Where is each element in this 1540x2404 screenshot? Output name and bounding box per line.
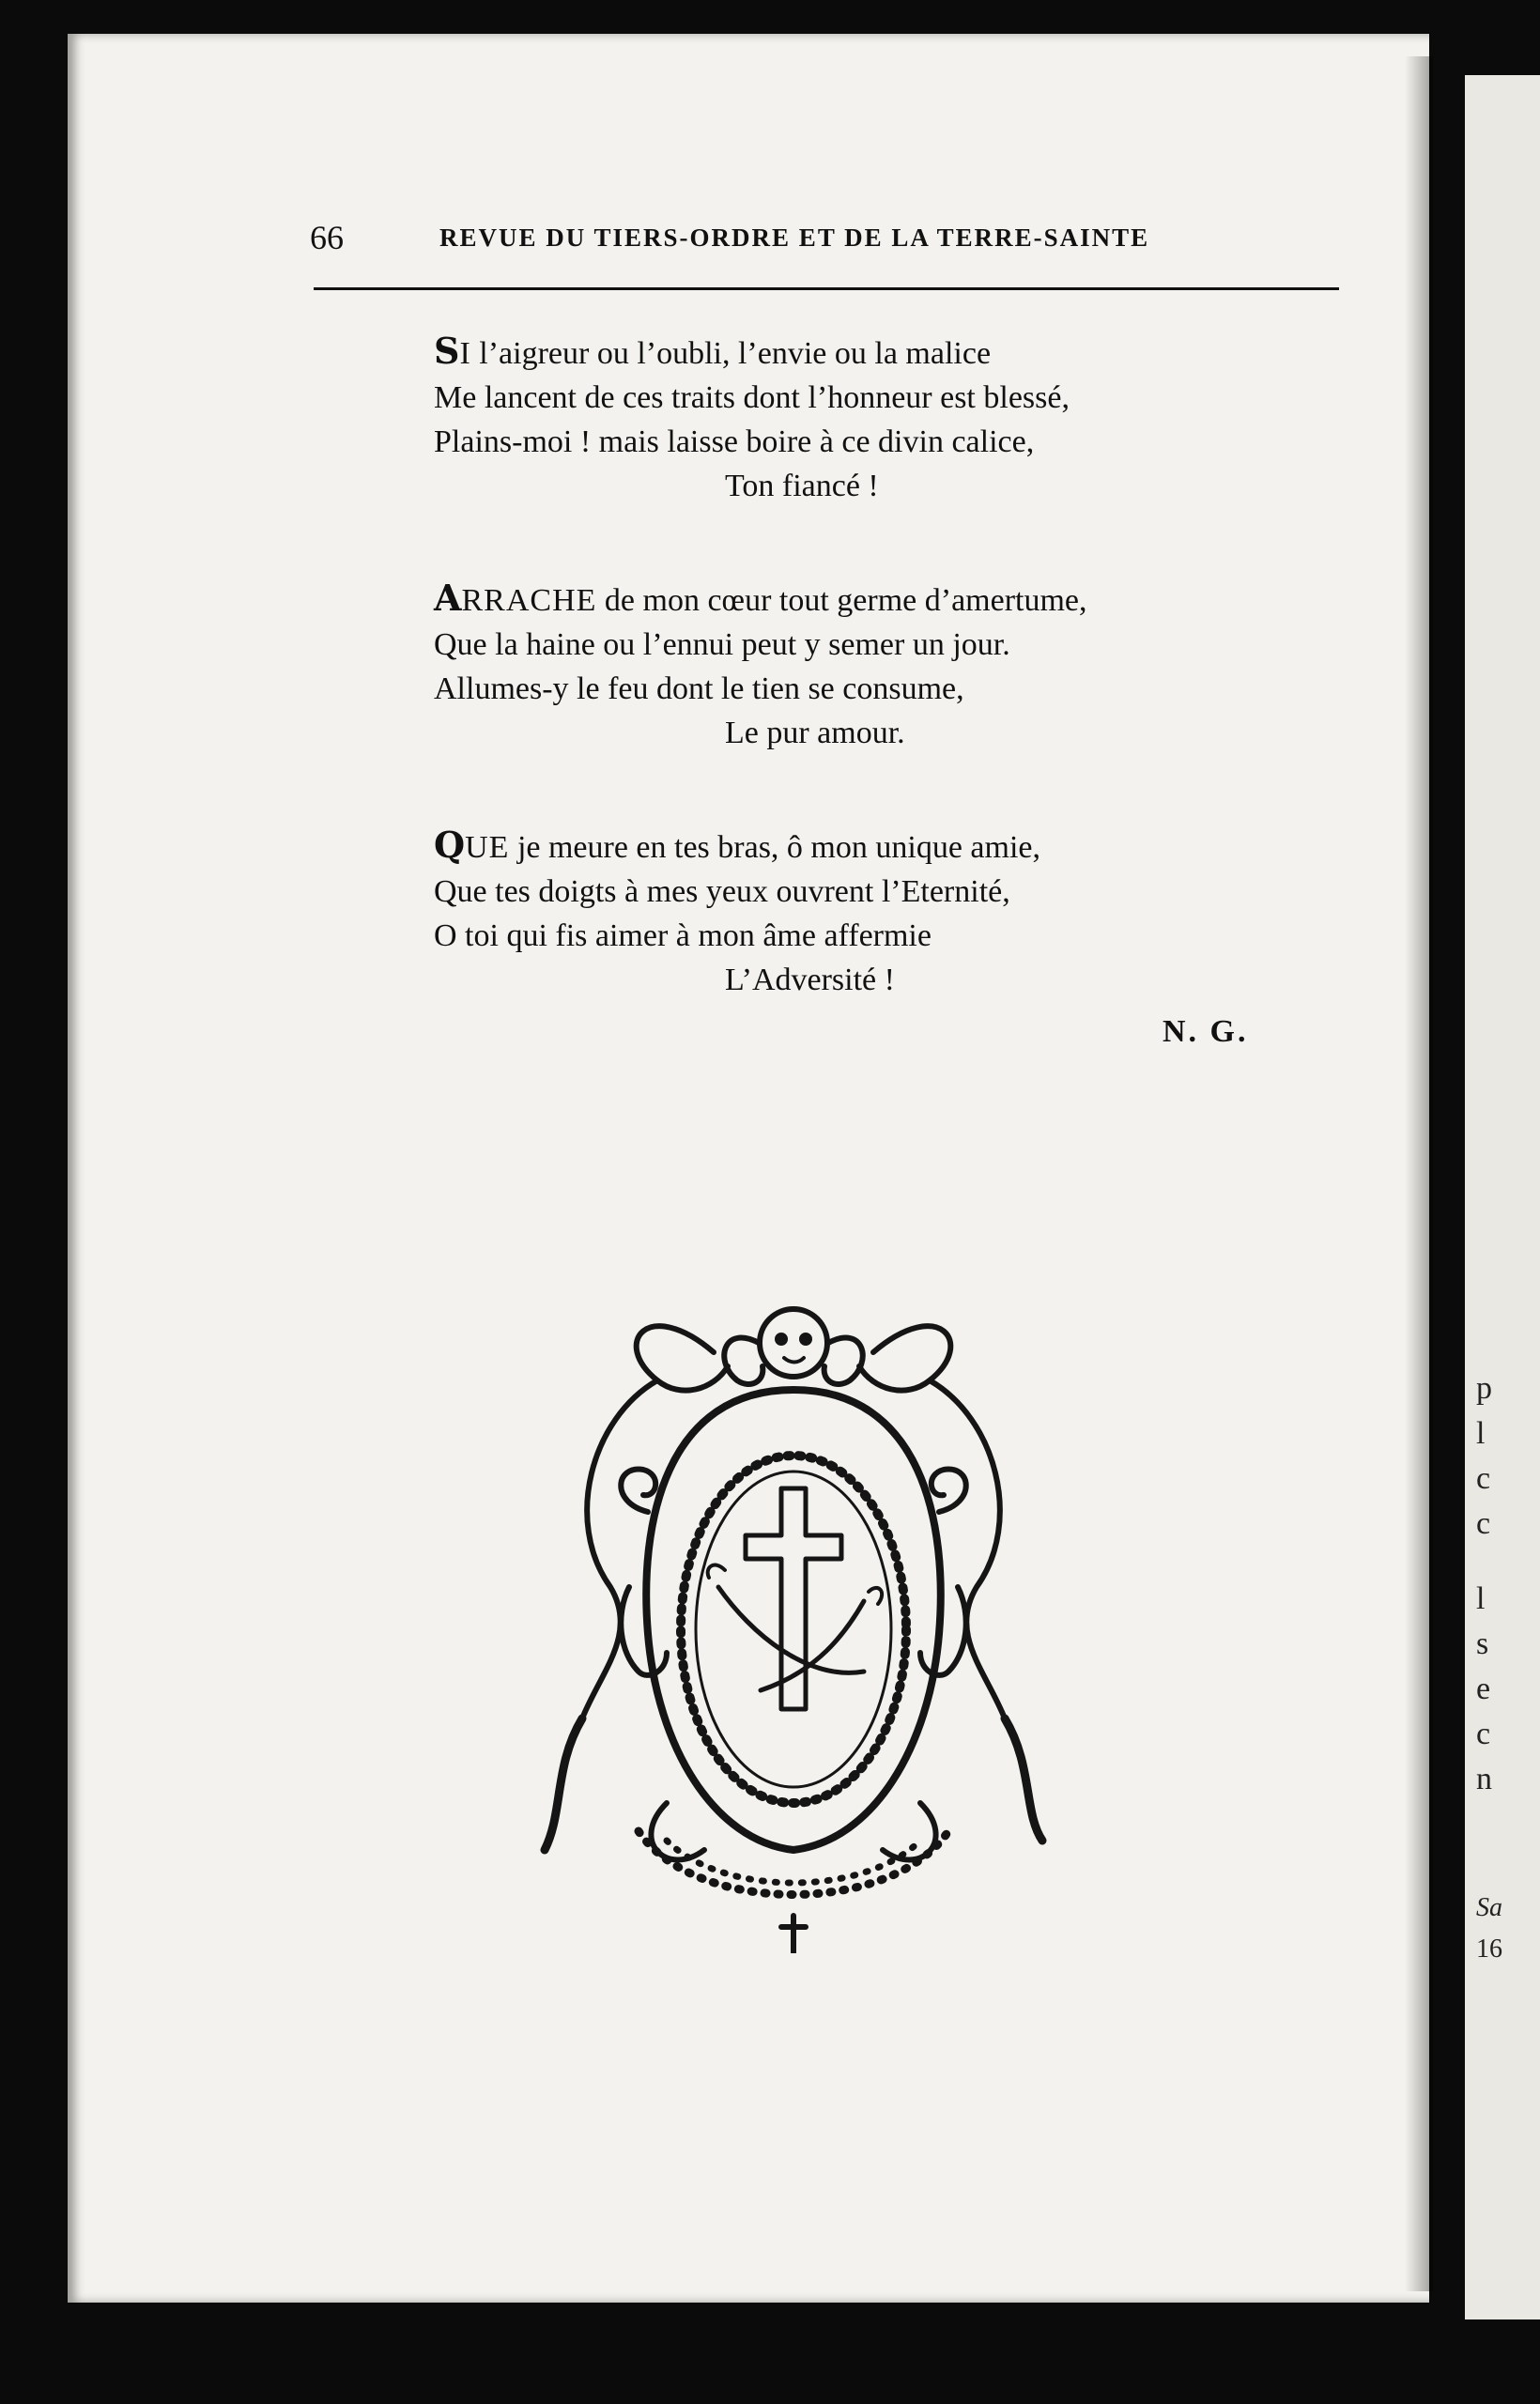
poem-line: Plains-moi ! mais laisse boire à ce divin calice, [434, 424, 1035, 459]
facing-page-letter: s [1476, 1626, 1489, 1661]
dropcap: Q [434, 824, 466, 866]
facing-page-letter: 16 [1476, 1934, 1502, 1964]
poem-line [434, 576, 1260, 623]
header-rule [314, 287, 1339, 290]
small-caps-lead: UE [465, 830, 510, 865]
poem-line [434, 823, 1260, 870]
poem-line-text: l’aigreur ou l’oubli, l’envie ou la malice [470, 336, 992, 371]
poem-line: Me lancent de ces traits dont l’honneur est blessé, [434, 380, 1070, 415]
poem-line-short: L’Adversité ! [725, 963, 895, 997]
facing-page-letter: Sa [1476, 1893, 1502, 1922]
dropcap: A [434, 577, 462, 619]
poem-line: Que tes doigts à mes yeux ouvrent l’Eternité, [434, 874, 1010, 909]
poem-line-short: Le pur amour. [725, 716, 905, 750]
stanza-2 [434, 576, 1260, 755]
facing-page-letter: c [1476, 1461, 1491, 1496]
poem-line-text: je meure en tes bras, ô mon unique amie, [509, 830, 1040, 865]
small-caps-lead: RRACHE [461, 583, 597, 618]
facing-page-letter: c [1476, 1506, 1491, 1541]
poem [434, 329, 1260, 1070]
poem-line: Que la haine ou l’ennui peut y semer un jour. [434, 627, 1010, 662]
page-fold-shadow [1405, 56, 1433, 2291]
running-head: REVUE DU TIERS-ORDRE ET DE LA TERRE-SAINTE [439, 223, 1150, 252]
poem-line-text: de mon cœur tout germe d’amertume, [596, 583, 1087, 618]
poem-line: Allumes-y le feu dont le tien se consume, [434, 671, 964, 706]
page-number: 66 [310, 219, 344, 256]
facing-page-edge [1465, 75, 1540, 2319]
dropcap: S [434, 330, 460, 372]
facing-page-letter: l [1476, 1581, 1486, 1616]
small-caps-lead: I [459, 336, 471, 371]
stanza-1 [434, 329, 1260, 508]
poem-line-short: Ton fiancé ! [725, 469, 879, 503]
facing-page-letter: c [1476, 1717, 1491, 1751]
page-header [310, 218, 1339, 274]
poem-line: O toi qui fis aimer à mon âme affermie [434, 918, 932, 953]
facing-page-letter: l [1476, 1416, 1486, 1451]
stanza-3 [434, 823, 1260, 1002]
facing-page-letter: p [1476, 1371, 1492, 1406]
poem-signature: N. G. [1163, 1014, 1249, 1049]
cherub-cartouche-cross-ornament-icon [526, 1277, 1061, 1953]
facing-page-letter: e [1476, 1672, 1491, 1706]
poem-line [434, 329, 1260, 376]
facing-page-letter: n [1476, 1762, 1492, 1796]
